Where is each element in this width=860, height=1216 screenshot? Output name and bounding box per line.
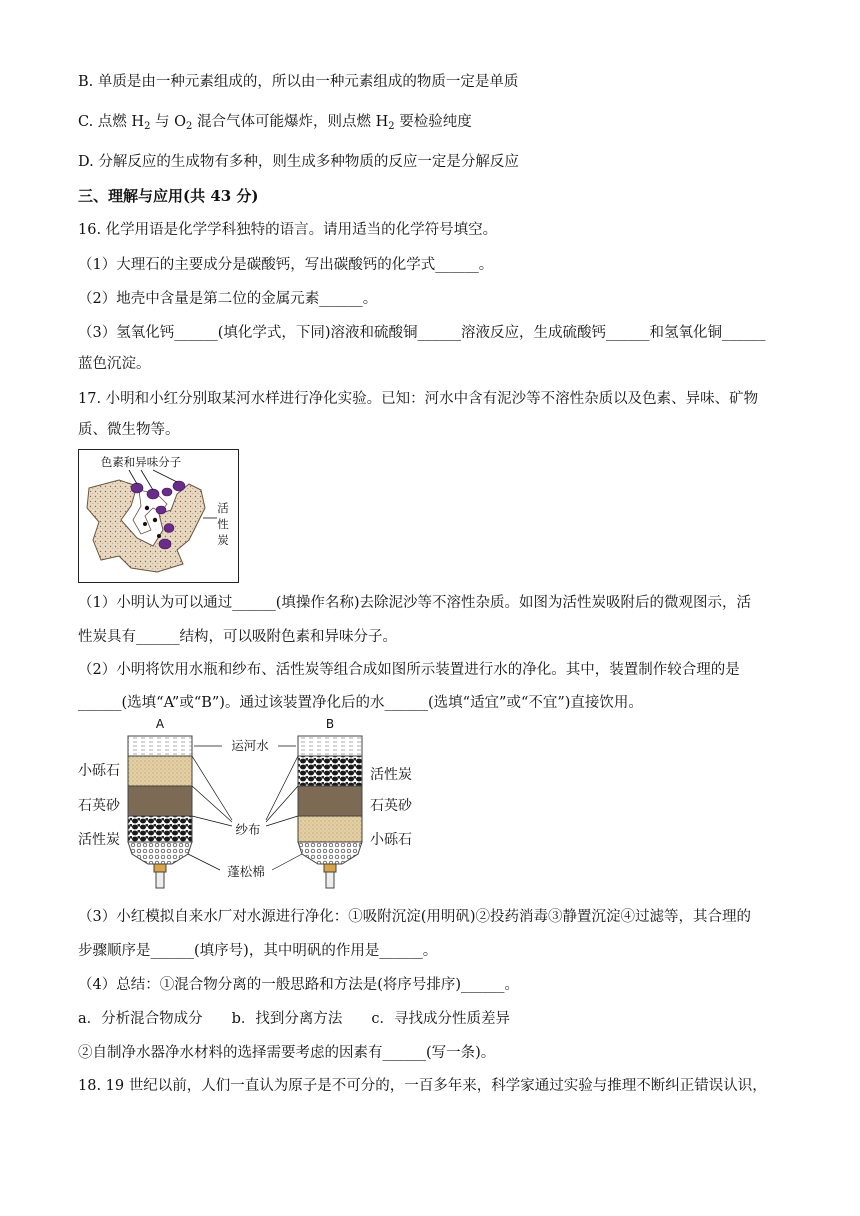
figure1-label-char-3: 炭 [217, 533, 229, 547]
question-16-3-cont: 蓝色沉淀。 [78, 356, 151, 372]
subscript-2: 2 [388, 121, 395, 132]
question-17-1-cont: 性炭具有______结构，可以吸附色素和异味分子。 [78, 629, 397, 645]
device-a [128, 736, 192, 888]
question-17-4-options: a．分析混合物成分 b．找到分离方法 c．寻找成分性质差异 [78, 1011, 511, 1027]
option-c [78, 112, 472, 137]
label-gauze: 纱布 [235, 822, 261, 837]
question-17-3: （3）小红模拟自来水厂对水源进行净化：①吸附沉淀(用明矾)②投药消毒③静置沉淀④过滤等，其合理的 [78, 909, 752, 925]
device-a-label: A [155, 717, 165, 731]
question-17: 17. 小明和小红分别取某河水样进行净化实验。已知：河水中含有泥沙等不溶性杂质以及色素、异味、矿物 [78, 391, 759, 407]
label-a-quartz: 石英砂 [78, 798, 120, 814]
option-c-part4: 要检验纯度 [394, 114, 472, 130]
question-17-1: （1）小明认为可以通过______(填操作名称)去除泥沙等不溶性杂质。如图为活性炭吸附后的微观图示，活 [78, 595, 752, 611]
question-17-cont: 质、微生物等。 [78, 422, 180, 438]
option-d: D. 分解反应的生成物有多种，则生成多种物质的反应一定是分解反应 [78, 154, 519, 170]
device-b-label: B [325, 717, 335, 731]
question-16-1: （1）大理石的主要成分是碳酸钙，写出碳酸钙的化学式______。 [78, 257, 494, 273]
figure1-label-char-2: 性 [217, 517, 229, 531]
section-heading: 三、理解与应用(共 43 分) [78, 187, 259, 205]
label-b-quartz: 石英砂 [370, 798, 412, 814]
question-18: 18. 19 世纪以前，人们一直认为原子是不可分的，一百多年来，科学家通过实验与推理不断纠正错误认识， [78, 1078, 767, 1094]
subscript-2: 2 [186, 121, 193, 132]
label-river-water: 运河水 [231, 738, 269, 753]
option-c-part1: C. 点燃 H [78, 114, 145, 130]
question-17-4-part2: ②自制净水器净水材料的选择需要考虑的因素有______(写一条)。 [78, 1045, 496, 1061]
question-16-3: （3）氢氧化钙______(填化学式，下同)溶液和硫酸铜______溶液反应，生成硫酸钙______和氢氧化铜______ [78, 325, 766, 341]
option-c-part2: 与 O [150, 114, 187, 130]
label-cotton: 蓬松棉 [227, 864, 265, 879]
figure1-title: 色素和异味分子 [100, 455, 182, 469]
question-16-2: （2）地壳中含量是第二位的金属元素______。 [78, 291, 378, 307]
activated-carbon-figure [78, 449, 239, 583]
activated-carbon-diagram [79, 450, 238, 582]
option-b: B. 单质是由一种元素组成的，所以由一种元素组成的物质一定是单质 [78, 74, 519, 90]
label-b-gravel: 小砾石 [370, 832, 412, 848]
question-17-3-cont: 步骤顺序是______(填序号)，其中明矾的作用是______。 [78, 943, 438, 959]
label-b-carbon: 活性炭 [370, 767, 412, 783]
figure1-label-char-1: 活 [217, 501, 229, 515]
label-a-carbon: 活性炭 [78, 832, 120, 848]
question-16: 16. 化学用语是化学学科独特的语言。请用适当的化学符号填空。 [78, 222, 498, 238]
option-c-part3: 混合气体可能爆炸，则点燃 H [192, 114, 389, 130]
question-17-2-cont: ______(选填“A”或“B”)。通过该装置净化后的水______(选填“适宜”或“不宜”)直接饮用。 [78, 695, 643, 711]
subscript-2: 2 [144, 121, 151, 132]
label-a-gravel: 小砾石 [78, 763, 120, 779]
question-17-2: （2）小明将饮用水瓶和纱布、活性炭等组合成如图所示装置进行水的净化。其中，装置制作较合理的是 [78, 662, 740, 678]
device-b [298, 736, 362, 888]
question-17-4: （4）总结：①混合物分离的一般思路和方法是(将序号排序)______。 [78, 977, 520, 993]
